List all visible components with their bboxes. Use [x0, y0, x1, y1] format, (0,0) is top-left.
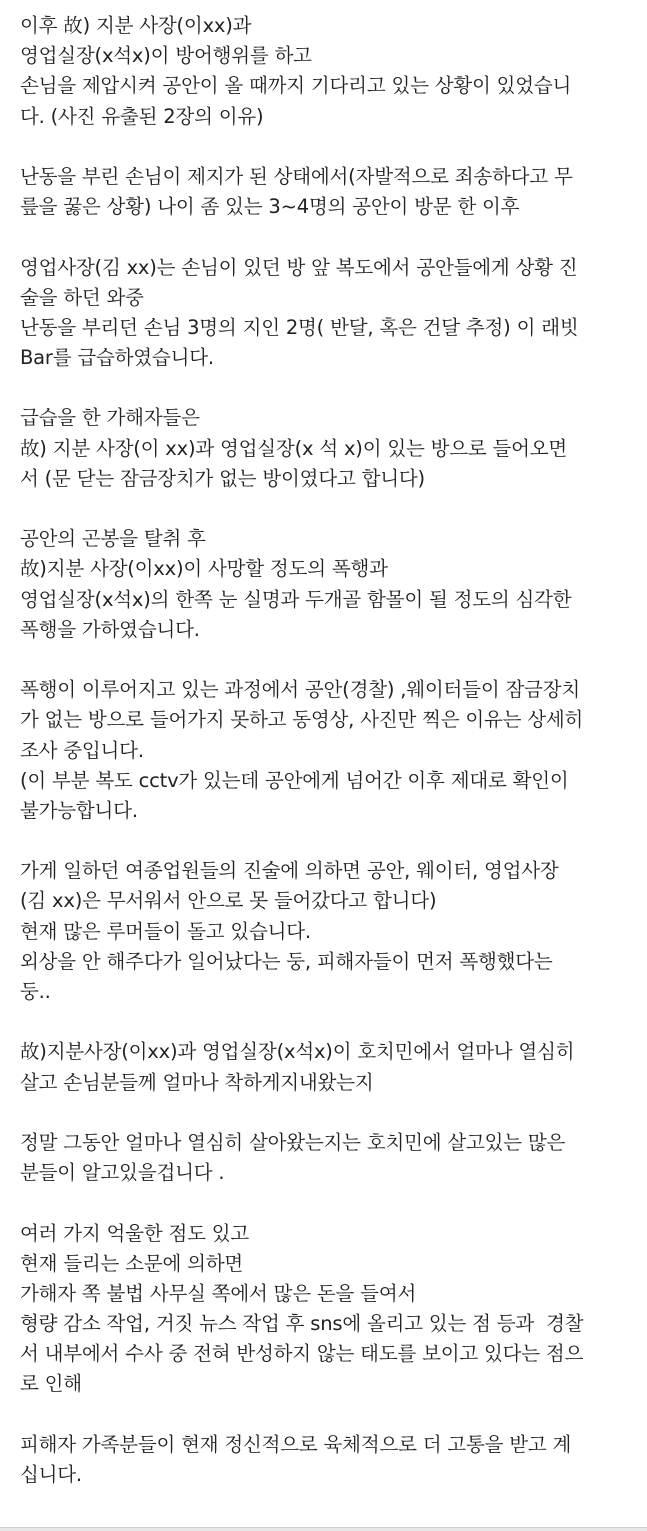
text-line: 故)지분사장(이xx)과 영업실장(x석x)이 호치민에서 얼마나 열심히	[20, 1040, 575, 1064]
text-line: 로 인해	[20, 1372, 82, 1396]
text-line: (김 xx)은 무서워서 안으로 못 들어갔다고 합니다)	[20, 889, 437, 913]
text-line: 영업실장(x석x)이 방어행위를 하고	[20, 44, 312, 68]
text-line: 이후 故) 지분 사장(이xx)과	[20, 14, 252, 37]
text-line: Bar를 급습하였습니다.	[20, 346, 214, 370]
bottom-divider	[0, 1527, 647, 1531]
text-line: 십니다.	[20, 1463, 82, 1486]
text-line: 조사 중입니다.	[20, 738, 144, 762]
paragraph-gap	[20, 1188, 647, 1218]
text-line: 가게 일하던 여종업원들의 진술에 의하면 공안, 웨이터, 영업사장	[20, 859, 559, 883]
text-line: 영업실장(x석x)의 한쪽 눈 실명과 두개골 함몰이 될 정도의 심각한	[20, 587, 572, 611]
text-line: 살고 손님분들께 얼마나 착하게지내왔는지	[20, 1070, 374, 1094]
text-line: 故)지분 사장(이xx)이 사망할 정도의 폭행과	[20, 557, 388, 581]
text-line: 폭행을 가하였습니다.	[20, 617, 200, 641]
text-line: 난동을 부리던 손님 3명의 지인 2명( 반달, 혹은 건달 추정) 이 래빗	[20, 315, 579, 339]
text-line: 난동을 부린 손님이 제지가 된 상태에서(자발적으로 죄송하다고 무	[20, 164, 573, 188]
paragraph-gap	[20, 1098, 647, 1128]
paragraph-gap	[20, 1400, 647, 1430]
text-line: 서 내부에서 수사 중 전혀 반성하지 않는 태도를 보이고 있다는 점으	[20, 1342, 584, 1366]
text-line: 서 (문 닫는 잠금장치가 없는 방이였다고 합니다)	[20, 466, 425, 490]
text-line: 릎을 꿇은 상황) 나이 좀 있는 3~4명의 공안이 방문 한 이후	[20, 195, 520, 219]
paragraph-gap	[20, 1007, 647, 1037]
text-line: 급습을 한 가해자들은	[20, 406, 200, 430]
text-line: 둥..	[20, 980, 51, 1003]
text-line: 손님을 제압시켜 공안이 올 때까지 기다리고 있는 상황이 있었습니	[20, 74, 572, 98]
text-line: 불가능합니다.	[20, 798, 138, 822]
text-line: 분들이 알고있을겁니다 .	[20, 1161, 225, 1185]
text-line: 가해자 쪽 불법 사무실 쪽에서 많은 돈을 들여서	[20, 1281, 417, 1305]
text-line: 형량 감소 작업, 거짓 뉴스 작업 후 sns에 올리고 있는 점 등과 경찰	[20, 1312, 584, 1336]
text-line: 여러 가지 억울한 점도 있고	[20, 1221, 250, 1245]
paragraph-gap	[20, 645, 647, 675]
text-line: 정말 그동안 얼마나 열심히 살아왔는지는 호치민에 살고있는 많은	[20, 1130, 566, 1154]
text-line: 폭행이 이루어지고 있는 과정에서 공안(경찰) ,웨이터들이 잠금장치	[20, 678, 581, 702]
text-line: (이 부분 복도 cctv가 있는데 공안에게 넘어간 이후 제대로 확인이	[20, 768, 569, 792]
paragraph-gap	[20, 373, 647, 403]
text-line: 영업사장(김 xx)는 손님이 있던 방 앞 복도에서 공안들에게 상황 진	[20, 255, 578, 279]
paragraph-gap	[20, 494, 647, 524]
text-line: 가 없는 방으로 들어가지 못하고 동영상, 사진만 찍은 이유는 상세히	[20, 708, 584, 732]
text-line: 술을 하던 와중	[20, 285, 144, 309]
paragraph-gap	[20, 222, 647, 252]
paragraph-gap	[20, 132, 647, 162]
text-line: 공안의 곤봉을 탈취 후	[20, 527, 206, 551]
text-line: 피해자 가족분들이 현재 정신적으로 육체적으로 더 고통을 받고 계	[20, 1432, 572, 1456]
text-line: 현재 많은 루머들이 돌고 있습니다.	[20, 919, 311, 943]
paragraph-gap	[20, 826, 647, 856]
text-line: 외상을 안 해주다가 일어났다는 둥, 피해자들이 먼저 폭행했다는	[20, 949, 553, 973]
text-line: 다. (사진 유출된 2장의 이유)	[20, 104, 264, 128]
text-line: 故) 지분 사장(이 xx)과 영업실장(x 석 x)이 있는 방으로 들어오면	[20, 436, 568, 460]
text-line: 현재 들리는 소문에 의하면	[20, 1251, 244, 1275]
